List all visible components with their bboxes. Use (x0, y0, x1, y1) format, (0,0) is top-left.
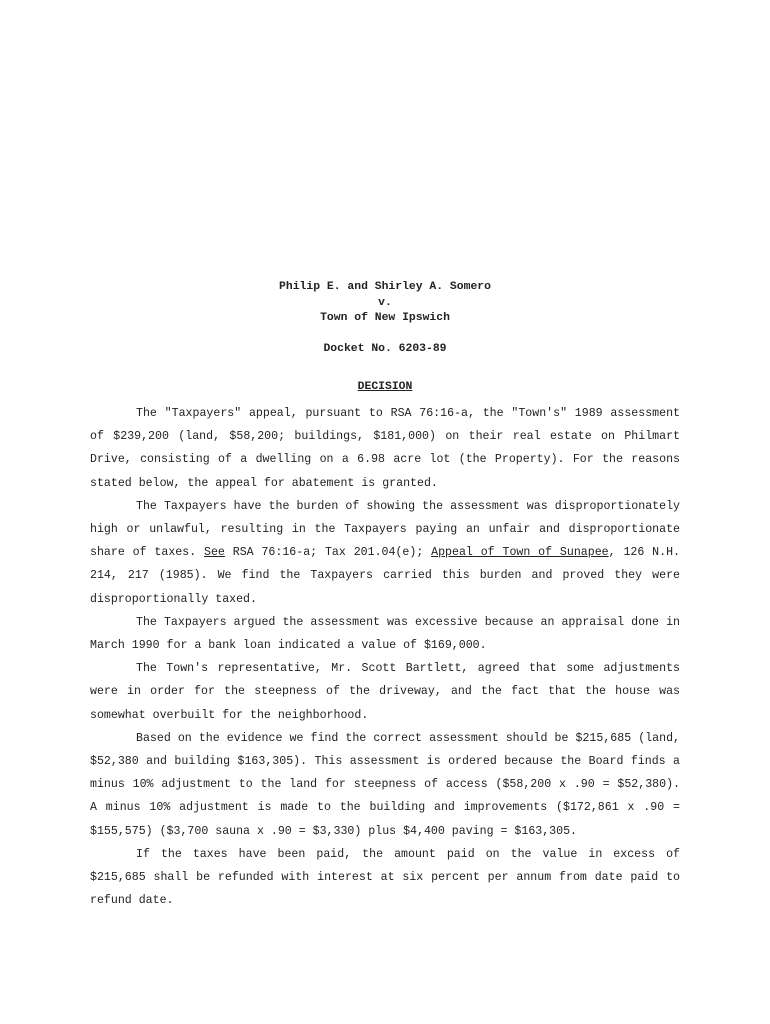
caption-respondent: Town of New Ipswich (320, 312, 450, 324)
citation-signal-see: See (204, 546, 225, 560)
case-citation: Appeal of Town of Sunapee (431, 546, 609, 560)
paragraph-2-text-a: The Taxpayers have the burden of showing the assessment was disproportionately high or unlawful, resulting in the Taxpayers paying an unfair and disproportionate share of taxes. (90, 499, 680, 560)
paragraph-2 (90, 495, 680, 611)
caption-parties: Philip E. and Shirley A. Somero (279, 281, 491, 293)
paragraph-1: The "Taxpayers" appeal, pursuant to RSA 76:16-a, the "Town's" 1989 assessment of $239,200 (land, $58,200; buildings, $181,000) on their real estate on Philmart Drive, consisting of a dwelling on a 6.98 acre lot (the Property). For the reasons stated below, the appeal for abatement is granted. (90, 407, 680, 490)
paragraph-2-text-c: , 126 N.H. 214, 217 (1985). We find the Taxpayers carried this burden and proved they were disproportionally taxed. (90, 546, 681, 606)
paragraph-4: The Town's representative, Mr. Scott Bartlett, agreed that some adjustments were in order for the steepness of the driveway, and the fact that the house was somewhat overbuilt for the neighborhood. (90, 662, 680, 722)
docket-number: Docket No. 6203-89 (323, 343, 447, 355)
paragraph-5: Based on the evidence we find the correct assessment should be $215,685 (land, $52,380 and building $163,305). This assessment is ordered because the Board finds a minus 10% adjustment to the land for steepness of access ($58,200 x .90 = $52,380). A minus 10% adjustment is made to the building and improvements ($172,861 x .90 = $155,575) ($3,700 sauna x .90 = $3,330) plus $4,400 paving = $163,305. (90, 731, 680, 838)
decision-body (90, 402, 680, 912)
decision-heading: DECISION (357, 381, 413, 393)
caption-versus: v. (378, 296, 392, 309)
paragraph-2-text-b: RSA 76:16-a; Tax 201.04(e); (224, 546, 432, 560)
paragraph-3: The Taxpayers argued the assessment was excessive because an appraisal done in March 1990 for a bank loan indicated a value of $169,000. (90, 615, 680, 653)
paragraph-6: If the taxes have been paid, the amount paid on the value in excess of $215,685 shall be refunded with interest at six percent per annum from date paid to refund date. (90, 847, 680, 908)
case-caption (90, 280, 680, 327)
